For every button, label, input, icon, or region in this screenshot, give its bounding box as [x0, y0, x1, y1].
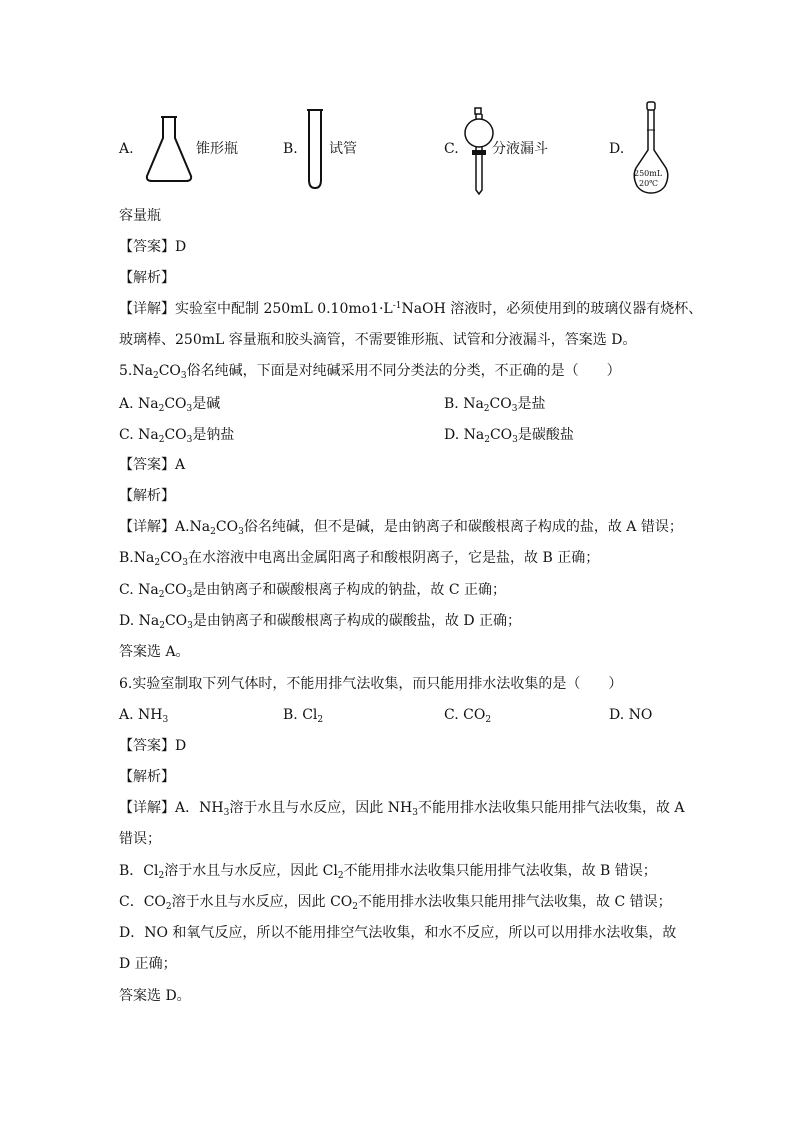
q6-detail-line-2: B．$Cl_2$溶于水且与水反应，因此 $Cl_2$不能用排水法收集只能用排气法收集，故 B 错误； [119, 863, 657, 881]
q6-option-a: A. $NH_3$ [119, 707, 169, 725]
option-a-label: 锥形瓶 [196, 141, 238, 157]
q6-stem: 6.实验室制取下列气体时，不能用排气法收集，而只能用排水法收集的是（ ） [119, 676, 623, 692]
q6-option-d: D. NO [609, 707, 653, 723]
q6-analysis-heading: 【解析】 [119, 769, 175, 785]
q4-detail-line-2: 玻璃棒、250mL 容量瓶和胶头滴管，不需要锥形瓶、试管和分液漏斗，答案选 D。 [119, 332, 637, 348]
q4-analysis-heading: 【解析】 [119, 270, 175, 286]
q6-option-c: C. $CO_2$ [444, 707, 492, 725]
option-c-label: 分液漏斗 [492, 141, 548, 157]
option-d-letter: D. [609, 141, 625, 157]
conical-flask-icon [143, 114, 195, 184]
option-a-letter: A. [119, 141, 134, 157]
q5-conclusion: 答案选 A。 [119, 644, 190, 660]
q5-stem: $5.Na_2CO_3$俗名纯碱，下面是对纯碱采用不同分类法的分类，不正确的是（ ） [119, 363, 621, 381]
q5-detail-line-3: C. $Na_2CO_3$是由钠离子和碳酸根离子构成的钠盐，故 C 正确； [119, 582, 507, 600]
q5-option-b: B. $Na_2CO_3$是盐 [444, 396, 546, 414]
test-tube-icon [304, 108, 326, 190]
q6-detail-line-3: C．$CO_2$溶于水且与水反应，因此 $CO_2$不能用排水法收集只能用排气法收集，故 C 错误； [119, 894, 672, 912]
q6-option-b: B. $Cl_2$ [283, 707, 324, 725]
q6-detail-line-1: 【详解】A．$NH_3$溶于水且与水反应，因此 $NH_3$不能用排水法收集只能用排气法收集，故 A [119, 800, 685, 818]
option-b-letter: B. [283, 141, 298, 157]
q6-detail-line-1-cont: 错误； [119, 831, 161, 847]
q5-detail-line-4: D. $Na_2CO_3$是由钠离子和碳酸根离子构成的碳酸盐，故 D 正确； [119, 613, 522, 631]
q5-detail-line-1: 【详解】$A.Na_2CO_3$俗名纯碱，但不是碱，是由钠离子和碳酸根离子构成的盐，故 A 错误； [119, 519, 683, 537]
q6-answer: 【答案】D [119, 738, 187, 754]
q5-option-d: D. $Na_2CO_3$是碳酸盐 [444, 427, 574, 445]
q6-detail-line-4: D．NO 和氧气反应，所以不能用排空气法收集，和水不反应，所以可以用排水法收集，故 [119, 925, 677, 941]
q4-answer: 【答案】D [119, 239, 187, 255]
q6-detail-line-4-cont: D 正确； [119, 956, 177, 972]
q5-detail-line-2: $B.Na_2CO_3$在水溶液中电离出金属阳离子和酸根阴离子，它是盐，故 B 正确； [119, 550, 600, 568]
option-d-label: 容量瓶 [119, 208, 161, 224]
separatory-funnel-icon [462, 106, 496, 196]
q5-option-a: A. $Na_2CO_3$是碱 [119, 396, 221, 414]
q4-detail-line-1: 【详解】实验室中配制 250mL $0.10mo1\cdot L^{-1}NaOH$ 溶液时，必须使用到的玻璃仪器有烧杯、 [119, 301, 703, 317]
q5-answer: 【答案】A [119, 457, 186, 473]
q6-conclusion: 答案选 D。 [119, 988, 191, 1004]
q5-analysis-heading: 【解析】 [119, 488, 175, 504]
option-c-letter: C. [444, 141, 459, 157]
option-b-label: 试管 [329, 141, 357, 157]
q5-option-c: C. $Na_2CO_3$是钠盐 [119, 427, 235, 445]
flask-temperature-text: 20℃ [639, 179, 659, 188]
flask-capacity-text: 250mL [634, 169, 663, 178]
